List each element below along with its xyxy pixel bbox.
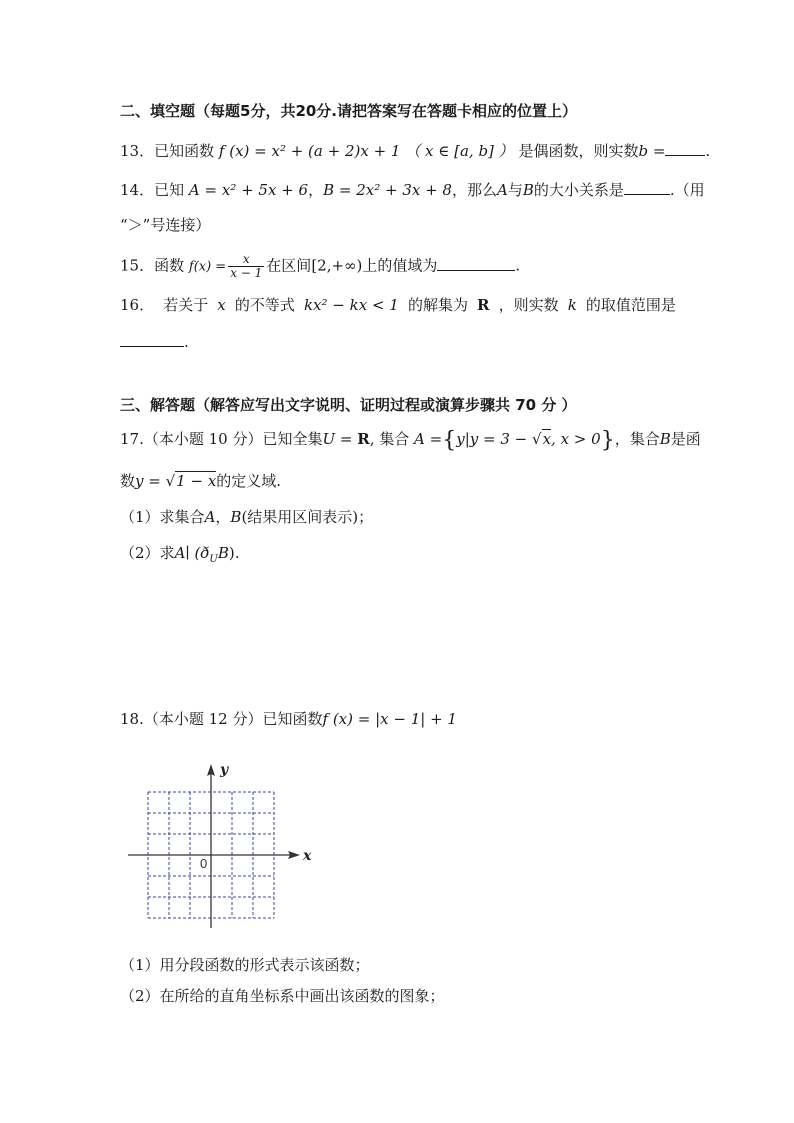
- q17-sub2-num: （2）: [120, 544, 160, 562]
- q17-set-a-var: y: [456, 430, 465, 448]
- q18-sub2-text: 在所给的直角坐标系中画出该函数的图象；: [159, 987, 445, 1005]
- q17-line2: [120, 470, 281, 492]
- q17-t4: 是函: [670, 430, 701, 448]
- q14-line2: “＞”号连接）: [120, 216, 211, 234]
- q17-line2-sqrt: 1 − x: [176, 472, 217, 490]
- q17-r: R: [357, 430, 370, 448]
- question-15: [120, 253, 520, 280]
- q17-line2-y: y =: [135, 472, 166, 490]
- q14-with: 与: [507, 181, 523, 199]
- question-17: [120, 428, 701, 452]
- q17-line2-sqrt-symbol: √: [165, 472, 176, 490]
- q16-text2: 的不等式: [234, 296, 295, 314]
- q18-sub1-num: （1）: [120, 956, 160, 974]
- q14-mid: ，那么: [451, 181, 497, 199]
- q17-sub1-text: 求集合: [159, 508, 205, 526]
- q15-frac-num: x: [228, 253, 264, 267]
- q14-rel: 的大小关系是: [533, 181, 624, 199]
- q17-sub1-post: (结果用区间表示)；: [241, 508, 374, 526]
- q14-answer-blank[interactable]: [624, 178, 670, 195]
- q14-number: 14．: [120, 181, 155, 199]
- q15-fx: f(x) =: [188, 259, 227, 275]
- q17-line2-pre: 数: [120, 472, 136, 490]
- q18-function: f (x) = |x − 1| + 1: [322, 710, 457, 728]
- q17-sub1-sep: ，: [215, 508, 231, 526]
- q16-line2: [120, 330, 189, 353]
- y-axis-label: y: [220, 762, 229, 778]
- x-axis-label: x: [303, 848, 312, 864]
- q16-x: x: [217, 296, 226, 314]
- q17-t3: ，集合: [614, 430, 660, 448]
- q17-set-a-sqrt: x: [542, 430, 552, 448]
- q15-frac-den: x − 1: [230, 266, 263, 280]
- q15-fraction: [228, 253, 264, 280]
- q18-number: 18.: [120, 710, 144, 728]
- q18-sub1: [120, 954, 370, 976]
- q17-set-a-bar: |: [464, 430, 470, 448]
- question-16: [120, 294, 676, 316]
- q13-number: 13．: [120, 142, 155, 160]
- q17-b: B: [659, 430, 671, 448]
- q13-domain: （ x ∈ [a, b] ）: [405, 142, 514, 160]
- q17-sub2-b: B: [217, 544, 229, 562]
- q15-answer-blank[interactable]: [437, 254, 515, 271]
- q15-end: .: [515, 256, 521, 275]
- q13-mid: 是偶函数，则实数: [518, 142, 639, 160]
- q14-pre: 已知: [154, 181, 185, 199]
- q13-function: f (x) = x² + (a + 2)x + 1: [218, 142, 401, 160]
- q18-sub1-text: 用分段函数的形式表示该函数；: [159, 956, 370, 974]
- q14-expr-a: A = x² + 5x + 6: [188, 181, 309, 199]
- q17-sqrt-symbol: √: [532, 430, 542, 448]
- q18-t1: 已知函数: [262, 710, 323, 728]
- q18-sub2-num: （2）: [120, 987, 160, 1005]
- q14-end: .（用: [669, 181, 705, 199]
- q17-number: 17.: [120, 430, 144, 448]
- q17-score: （本小题 10 分）: [143, 430, 263, 448]
- q16-r: R: [477, 296, 490, 314]
- q16-end: .: [184, 333, 189, 351]
- q17-brace-right: }: [600, 428, 615, 453]
- q13-end: .: [705, 142, 711, 160]
- q17-sub2-subscript: U: [209, 554, 218, 565]
- q14-b: B: [522, 181, 534, 199]
- q17-set-a-expr: y = 3 −: [469, 430, 532, 448]
- q15-interval: [2,+∞): [311, 256, 363, 275]
- q17-set-a-cond: , x > 0: [551, 430, 601, 448]
- q15-post: 上的值域为: [362, 256, 438, 275]
- q14-expr-b: B = 2x² + 3x + 8: [323, 181, 452, 199]
- question-14: [120, 178, 705, 201]
- q17-sub2-text: 求: [159, 544, 175, 562]
- q15-number: 15．: [120, 256, 155, 275]
- q16-answer-blank[interactable]: [120, 330, 184, 347]
- section-3-heading: 三、解答题（解答应写出文字说明、证明过程或演算步骤共 70 分 ）: [120, 396, 577, 414]
- q15-mid: 在区间: [266, 256, 312, 275]
- q17-t1: 已知全集: [262, 430, 323, 448]
- q15-pre: 函数: [154, 256, 185, 275]
- q17-line2-post: 的定义域.: [216, 472, 282, 490]
- q16-text5: 的取值范围是: [585, 296, 676, 314]
- coordinate-grid: [124, 758, 324, 928]
- q13-pre: 已知函数: [154, 142, 215, 160]
- origin-label: 0: [200, 856, 208, 871]
- q17-sub2: [120, 542, 240, 571]
- q13-answer-blank[interactable]: [665, 139, 705, 156]
- q16-text1: 若关于: [163, 296, 209, 314]
- q14-sep: ，: [308, 181, 324, 199]
- q17-sub1-num: （1）: [120, 508, 160, 526]
- question-18: [120, 708, 457, 730]
- q13-var: b =: [638, 142, 666, 160]
- q17-u: U =: [322, 430, 358, 448]
- q17-brace-left: {: [442, 428, 457, 453]
- q16-k: k: [567, 296, 577, 314]
- q17-sub1-b: B: [230, 508, 242, 526]
- q14-a: A: [497, 181, 508, 199]
- q18-sub2: [120, 985, 445, 1007]
- q17-sub1-a: A: [204, 508, 216, 526]
- question-13: [120, 139, 710, 162]
- q16-text4: ，则实数: [498, 296, 559, 314]
- q17-set-a-pre: A =: [414, 430, 443, 448]
- q16-inequality: kx² − kx < 1: [303, 296, 399, 314]
- q16-number: 16．: [120, 296, 155, 314]
- q17-sub2-post: ).: [228, 544, 240, 562]
- q17-t2: , 集合: [369, 430, 410, 448]
- q18-score: （本小题 12 分）: [143, 710, 263, 728]
- q17-sub2-expr: A∣ (ð: [174, 544, 210, 562]
- q16-text3: 的解集为: [407, 296, 468, 314]
- section-2-heading: 二、填空题（每题5分，共20分.请把答案写在答题卡相应的位置上）: [120, 102, 578, 120]
- q17-sub1: [120, 506, 373, 528]
